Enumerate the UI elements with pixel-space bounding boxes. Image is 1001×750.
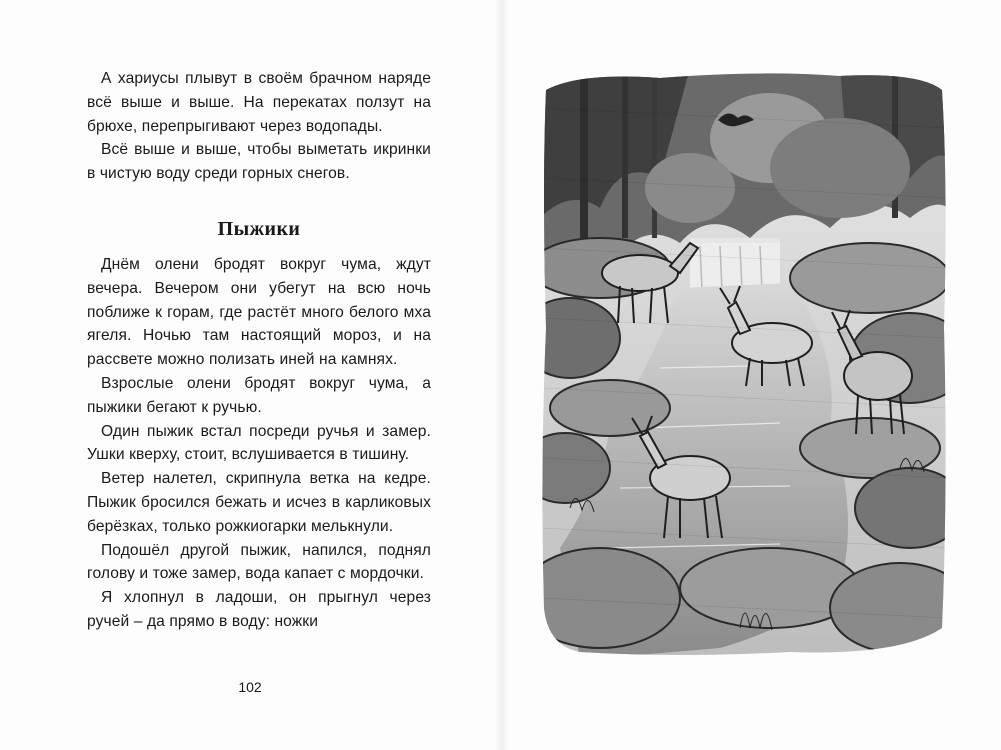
illustration-drawing (540, 68, 948, 660)
left-page (0, 0, 500, 750)
story-paragraph-6: Я хлопнул в ладоши, он прыгнул через ручей – да прямо в воду: ножки (87, 589, 431, 630)
story-paragraph-1: Днём олени бродят вокруг чума, ждут вечера. Вечером они убегут на всю ночь поближе к горам, где растёт много белого мха ягеля. Ночью там настоящий мороз, и на рассвете можно полизать иней на камнях. (87, 255, 431, 369)
text-column (87, 67, 431, 634)
story-title: Пыжики (217, 217, 301, 240)
page-number: 102 (238, 679, 262, 695)
story-paragraph-4: Ветер налетел, скрипнула ветка на кедре. Пыжик бросился бежать и исчез в карликовых берёзках, только рожкиогарки мелькнули. (87, 470, 431, 535)
reindeer-stream-illustration (540, 68, 948, 660)
story-paragraph-2: Взрослые олени бродят вокруг чума, а пыжики бегают к ручью. (87, 374, 431, 416)
story-paragraph-5: Подошёл другой пыжик, напился, поднял голову и тоже замер, вода капает с мордочки. (87, 541, 431, 583)
story-paragraph-3: Один пыжик встал посреди ручья и замер. Ушки кверху, стоит, вслушивается в тишину. (87, 422, 431, 464)
intro-paragraph-2: Всё выше и выше, чтобы выметать икринки в чистую воду среди горных снегов. (87, 141, 431, 183)
intro-paragraph-1: А хариусы плывут в своём брачном наряде всё выше и выше. На перекатах ползут на брюхе, перепрыгивают через водопады. (87, 70, 431, 135)
